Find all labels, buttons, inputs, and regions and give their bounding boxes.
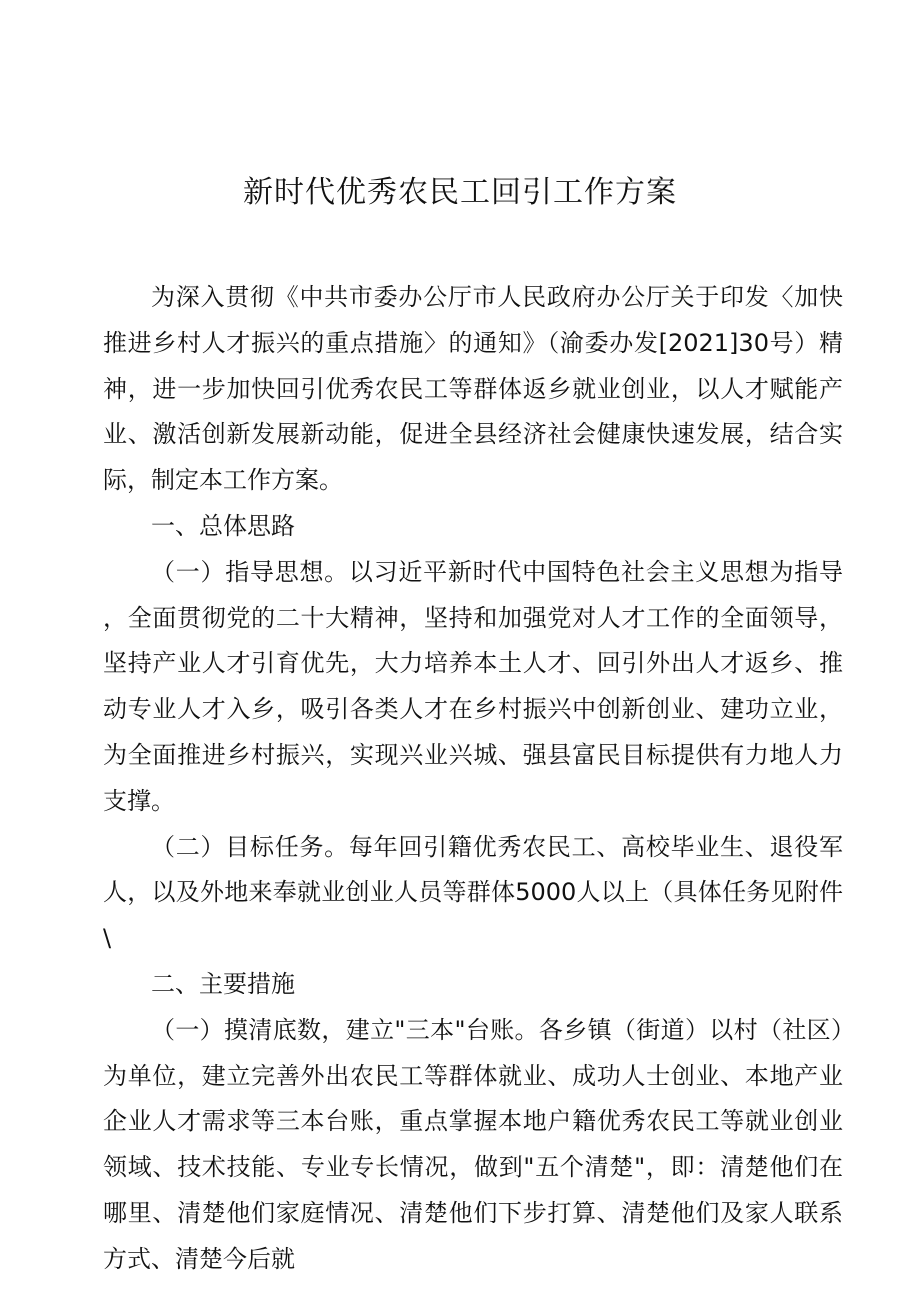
section-heading-main-measures: 二、主要措施 bbox=[151, 969, 295, 998]
document-body bbox=[103, 275, 843, 1283]
section-heading-overall-approach: 一、总体思路 bbox=[151, 511, 295, 540]
document-title: 新时代优秀农民工回引工作方案 bbox=[243, 175, 677, 210]
measure-one-paragraph: （一）摸清底数，建立"三本"台账。各乡镇（街道）以村（社区）为单位，建立完善外出农民工等群体就业、成功人士创业、本地产业企业人才需求等三本台账，重点掌握本地户籍优秀农民工等就业创业领域、技术技能、专业专长情况，做到"五个清楚"，即：清楚他们在哪里、清楚他们家庭情况、清楚他们下步打算、清楚他们及家人联系方式、清楚今后就 bbox=[103, 1015, 843, 1273]
target-tasks-paragraph: （二）目标任务。每年回引籍优秀农民工、高校毕业生、退役军人，以及外地来奉就业创业人员等群体5000人以上（具体任务见附件\ bbox=[103, 832, 843, 953]
intro-paragraph: 为深入贯彻《中共市委办公厅市人民政府办公厅关于印发〈加快推进乡村人才振兴的重点措施〉的通知》（渝委办发[2021]30号）精神，进一步加快回引优秀农民工等群体返乡就业创业，以人才赋能产业、激活创新发展新动能，促进全县经济社会健康快速发展，结合实际，制定本工作方案。 bbox=[103, 283, 843, 495]
guiding-ideology-paragraph: （一）指导思想。以习近平新时代中国特色社会主义思想为指导，全面贯彻党的二十大精神，坚持和加强党对人才工作的全面领导，坚持产业人才引育优先，大力培养本土人才、回引外出人才返乡、推动专业人才入乡，吸引各类人才在乡村振兴中创新创业、建功立业，为全面推进乡村振兴，实现兴业兴城、强县富民目标提供有力地人力支撑。 bbox=[103, 557, 843, 815]
